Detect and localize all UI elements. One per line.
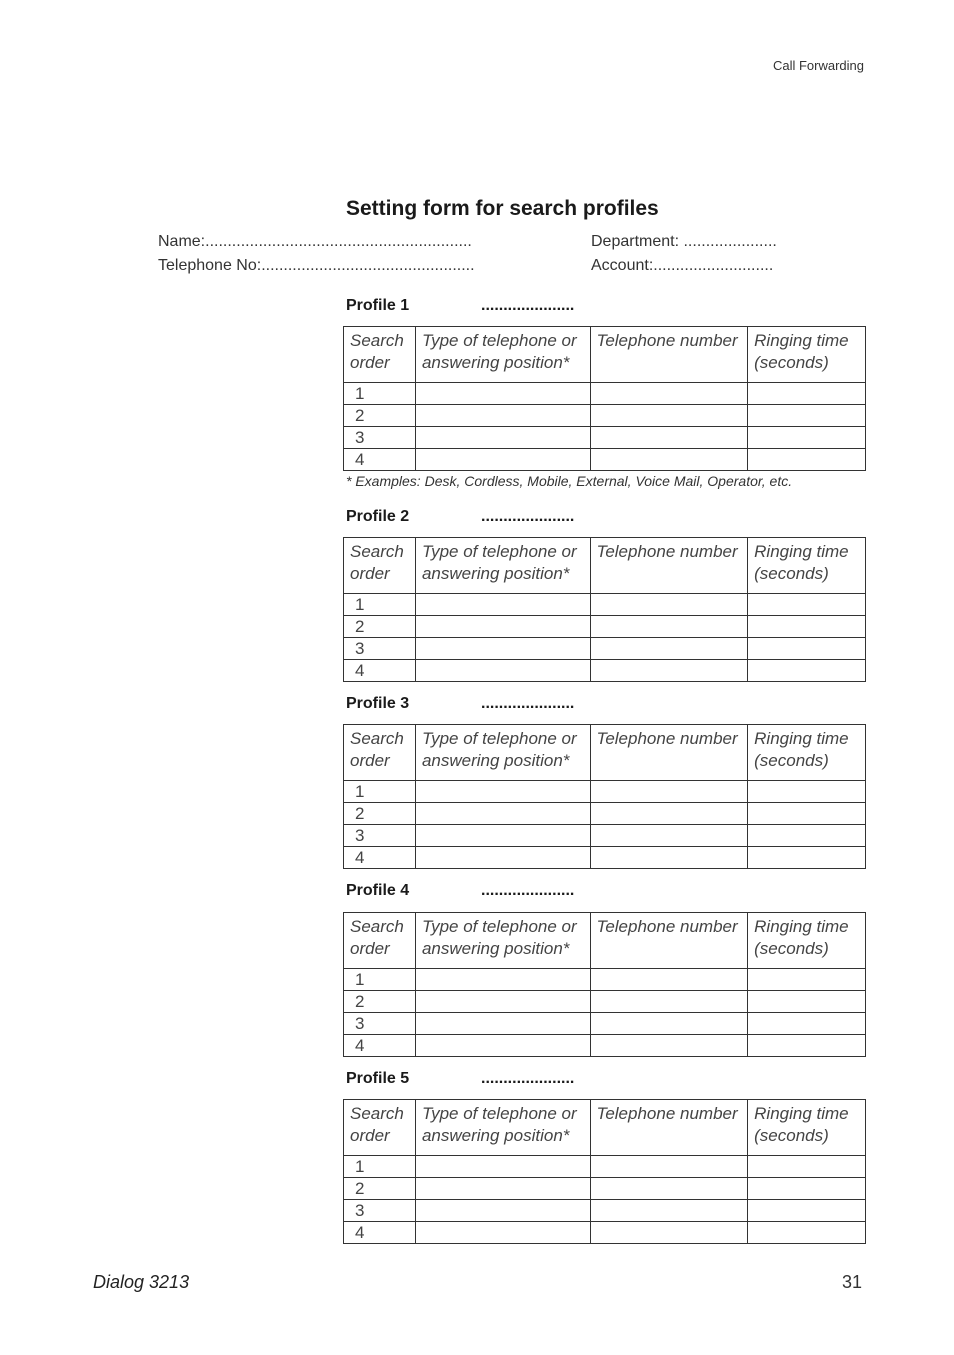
col-label: answering position* (421, 939, 570, 958)
profile-heading: Profile 5 (346, 1070, 410, 1087)
col-ringing-time (748, 725, 866, 781)
col-label: Type of telephone or (421, 1104, 577, 1123)
ringing-time-cell (748, 405, 866, 427)
ringing-time-cell (748, 1222, 866, 1244)
col-label: answering position* (421, 751, 570, 770)
table-row (344, 1200, 866, 1222)
col-label: Telephone number (596, 1104, 738, 1123)
col-label: Search (350, 1104, 404, 1123)
col-label: Telephone number (596, 729, 738, 748)
telephone-number-cell (590, 1156, 748, 1178)
search-order-cell: 2 (344, 991, 416, 1013)
telephone-number-cell (590, 449, 748, 471)
type-cell (415, 660, 590, 682)
type-cell (415, 1035, 590, 1057)
telephone-number-cell (590, 1035, 748, 1057)
table-row (344, 594, 866, 616)
page-number: 31 (841, 1272, 862, 1292)
table-row (344, 803, 866, 825)
col-label: order (350, 939, 390, 958)
type-cell (415, 594, 590, 616)
col-telephone-number (590, 327, 748, 383)
col-type (415, 913, 590, 969)
col-search-order (344, 538, 416, 594)
col-label: Type of telephone or (421, 331, 577, 350)
search-order-cell: 2 (344, 405, 416, 427)
col-label: Ringing time (754, 917, 849, 936)
telephone-number-cell (590, 427, 748, 449)
profile-table (343, 1099, 866, 1244)
type-cell (415, 781, 590, 803)
table-row (344, 383, 866, 405)
table-header-row (344, 327, 866, 383)
search-order-cell: 4 (344, 1222, 416, 1244)
col-label: Telephone number (596, 331, 738, 350)
ringing-time-cell (748, 1035, 866, 1057)
search-order-cell: 1 (344, 969, 416, 991)
telephone-field: Telephone No:................................................ (158, 257, 475, 274)
search-order-cell: 3 (344, 1200, 416, 1222)
telephone-number-cell (590, 405, 748, 427)
running-header: Call Forwarding (772, 58, 864, 73)
table-header-row (344, 538, 866, 594)
col-telephone-number (590, 538, 748, 594)
ringing-time-cell (748, 1013, 866, 1035)
ringing-time-cell (748, 383, 866, 405)
col-label: Search (350, 729, 404, 748)
table-row (344, 449, 866, 471)
col-search-order (344, 913, 416, 969)
col-ringing-time (748, 913, 866, 969)
telephone-number-cell (590, 781, 748, 803)
type-cell (415, 405, 590, 427)
profile-table (343, 326, 866, 471)
telephone-number-cell (590, 847, 748, 869)
table-row (344, 781, 866, 803)
ringing-time-cell (748, 638, 866, 660)
col-telephone-number (590, 725, 748, 781)
profile-table (343, 537, 866, 682)
col-label: (seconds) (754, 939, 829, 958)
telephone-number-cell (590, 803, 748, 825)
account-field: Account:........................... (591, 257, 774, 274)
col-telephone-number (590, 913, 748, 969)
table-row (344, 1156, 866, 1178)
ringing-time-cell (748, 781, 866, 803)
profile-table (343, 724, 866, 869)
form-title: Setting form for search profiles (346, 197, 659, 220)
telephone-number-cell (590, 969, 748, 991)
col-search-order (344, 725, 416, 781)
table-header-row (344, 913, 866, 969)
telephone-number-cell (590, 1200, 748, 1222)
type-cell (415, 1156, 590, 1178)
col-label: answering position* (421, 1126, 570, 1145)
search-order-cell: 1 (344, 1156, 416, 1178)
table-row (344, 1178, 866, 1200)
col-label: Type of telephone or (421, 917, 577, 936)
table-row (344, 847, 866, 869)
col-label: order (350, 1126, 390, 1145)
profile-table (343, 912, 866, 1057)
col-ringing-time (748, 327, 866, 383)
table-row (344, 1035, 866, 1057)
telephone-number-cell (590, 616, 748, 638)
col-type (415, 725, 590, 781)
table-row (344, 825, 866, 847)
table-row (344, 405, 866, 427)
col-label: order (350, 751, 390, 770)
col-label: order (350, 353, 390, 372)
type-cell (415, 638, 590, 660)
profile-heading: Profile 2 (346, 508, 410, 525)
type-cell (415, 1222, 590, 1244)
telephone-number-cell (590, 594, 748, 616)
search-order-cell: 4 (344, 449, 416, 471)
col-label: order (350, 564, 390, 583)
table-header-row (344, 1100, 866, 1156)
type-cell (415, 427, 590, 449)
ringing-time-cell (748, 803, 866, 825)
col-label: Search (350, 331, 404, 350)
col-label: (seconds) (754, 751, 829, 770)
search-order-cell: 3 (344, 427, 416, 449)
col-label: Ringing time (754, 331, 849, 350)
name-field: Name:............................................................ (158, 233, 472, 250)
department-field: Department: ..................... (591, 233, 777, 250)
profile-name-blank: ..................... (481, 297, 575, 314)
ringing-time-cell (748, 660, 866, 682)
ringing-time-cell (748, 449, 866, 471)
telephone-number-cell (590, 638, 748, 660)
search-order-cell: 4 (344, 1035, 416, 1057)
search-order-cell: 1 (344, 594, 416, 616)
type-cell (415, 847, 590, 869)
table-row (344, 969, 866, 991)
col-label: Ringing time (754, 1104, 849, 1123)
type-cell (415, 991, 590, 1013)
col-type (415, 538, 590, 594)
ringing-time-cell (748, 1178, 866, 1200)
search-order-cell: 3 (344, 825, 416, 847)
table-row (344, 427, 866, 449)
col-label: (seconds) (754, 564, 829, 583)
table-row (344, 991, 866, 1013)
profile-heading: Profile 3 (346, 695, 410, 712)
col-type (415, 1100, 590, 1156)
search-order-cell: 4 (344, 847, 416, 869)
col-label: (seconds) (754, 353, 829, 372)
col-ringing-time (748, 1100, 866, 1156)
col-telephone-number (590, 1100, 748, 1156)
profile-name-blank: ..................... (481, 882, 575, 899)
col-label: answering position* (421, 353, 570, 372)
col-label: Ringing time (754, 542, 849, 561)
telephone-number-cell (590, 991, 748, 1013)
telephone-number-cell (590, 1222, 748, 1244)
table-row (344, 1222, 866, 1244)
table-row (344, 660, 866, 682)
col-label: Search (350, 917, 404, 936)
search-order-cell: 1 (344, 383, 416, 405)
search-order-cell: 2 (344, 803, 416, 825)
type-cell (415, 449, 590, 471)
footer-product: Dialog 3213 (93, 1272, 190, 1292)
col-label: Search (350, 542, 404, 561)
col-search-order (344, 1100, 416, 1156)
table-row (344, 616, 866, 638)
search-order-cell: 3 (344, 1013, 416, 1035)
type-cell (415, 1200, 590, 1222)
ringing-time-cell (748, 991, 866, 1013)
telephone-number-cell (590, 1013, 748, 1035)
col-label: Telephone number (596, 917, 738, 936)
table-row (344, 1013, 866, 1035)
search-order-cell: 3 (344, 638, 416, 660)
search-order-cell: 2 (344, 1178, 416, 1200)
search-order-cell: 2 (344, 616, 416, 638)
type-cell (415, 616, 590, 638)
table-row (344, 638, 866, 660)
col-search-order (344, 327, 416, 383)
telephone-number-cell (590, 825, 748, 847)
type-cell (415, 803, 590, 825)
ringing-time-cell (748, 616, 866, 638)
col-label: Type of telephone or (421, 729, 577, 748)
ringing-time-cell (748, 825, 866, 847)
ringing-time-cell (748, 594, 866, 616)
col-label: Ringing time (754, 729, 849, 748)
search-order-cell: 1 (344, 781, 416, 803)
type-cell (415, 1178, 590, 1200)
profile-name-blank: ..................... (481, 695, 575, 712)
profile-name-blank: ..................... (481, 508, 575, 525)
telephone-number-cell (590, 1178, 748, 1200)
type-cell (415, 969, 590, 991)
search-order-cell: 4 (344, 660, 416, 682)
telephone-number-cell (590, 383, 748, 405)
profile-heading: Profile 1 (346, 297, 410, 314)
type-cell (415, 1013, 590, 1035)
col-ringing-time (748, 538, 866, 594)
type-cell (415, 383, 590, 405)
col-label: Type of telephone or (421, 542, 577, 561)
ringing-time-cell (748, 969, 866, 991)
table-header-row (344, 725, 866, 781)
col-label: Telephone number (596, 542, 738, 561)
profile-name-blank: ..................... (481, 1070, 575, 1087)
ringing-time-cell (748, 847, 866, 869)
telephone-number-cell (590, 660, 748, 682)
profile-heading: Profile 4 (346, 882, 410, 899)
footnote: * Examples: Desk, Cordless, Mobile, External, Voice Mail, Operator, etc. (346, 473, 793, 489)
ringing-time-cell (748, 427, 866, 449)
ringing-time-cell (748, 1200, 866, 1222)
type-cell (415, 825, 590, 847)
col-label: answering position* (421, 564, 570, 583)
col-label: (seconds) (754, 1126, 829, 1145)
ringing-time-cell (748, 1156, 866, 1178)
col-type (415, 327, 590, 383)
